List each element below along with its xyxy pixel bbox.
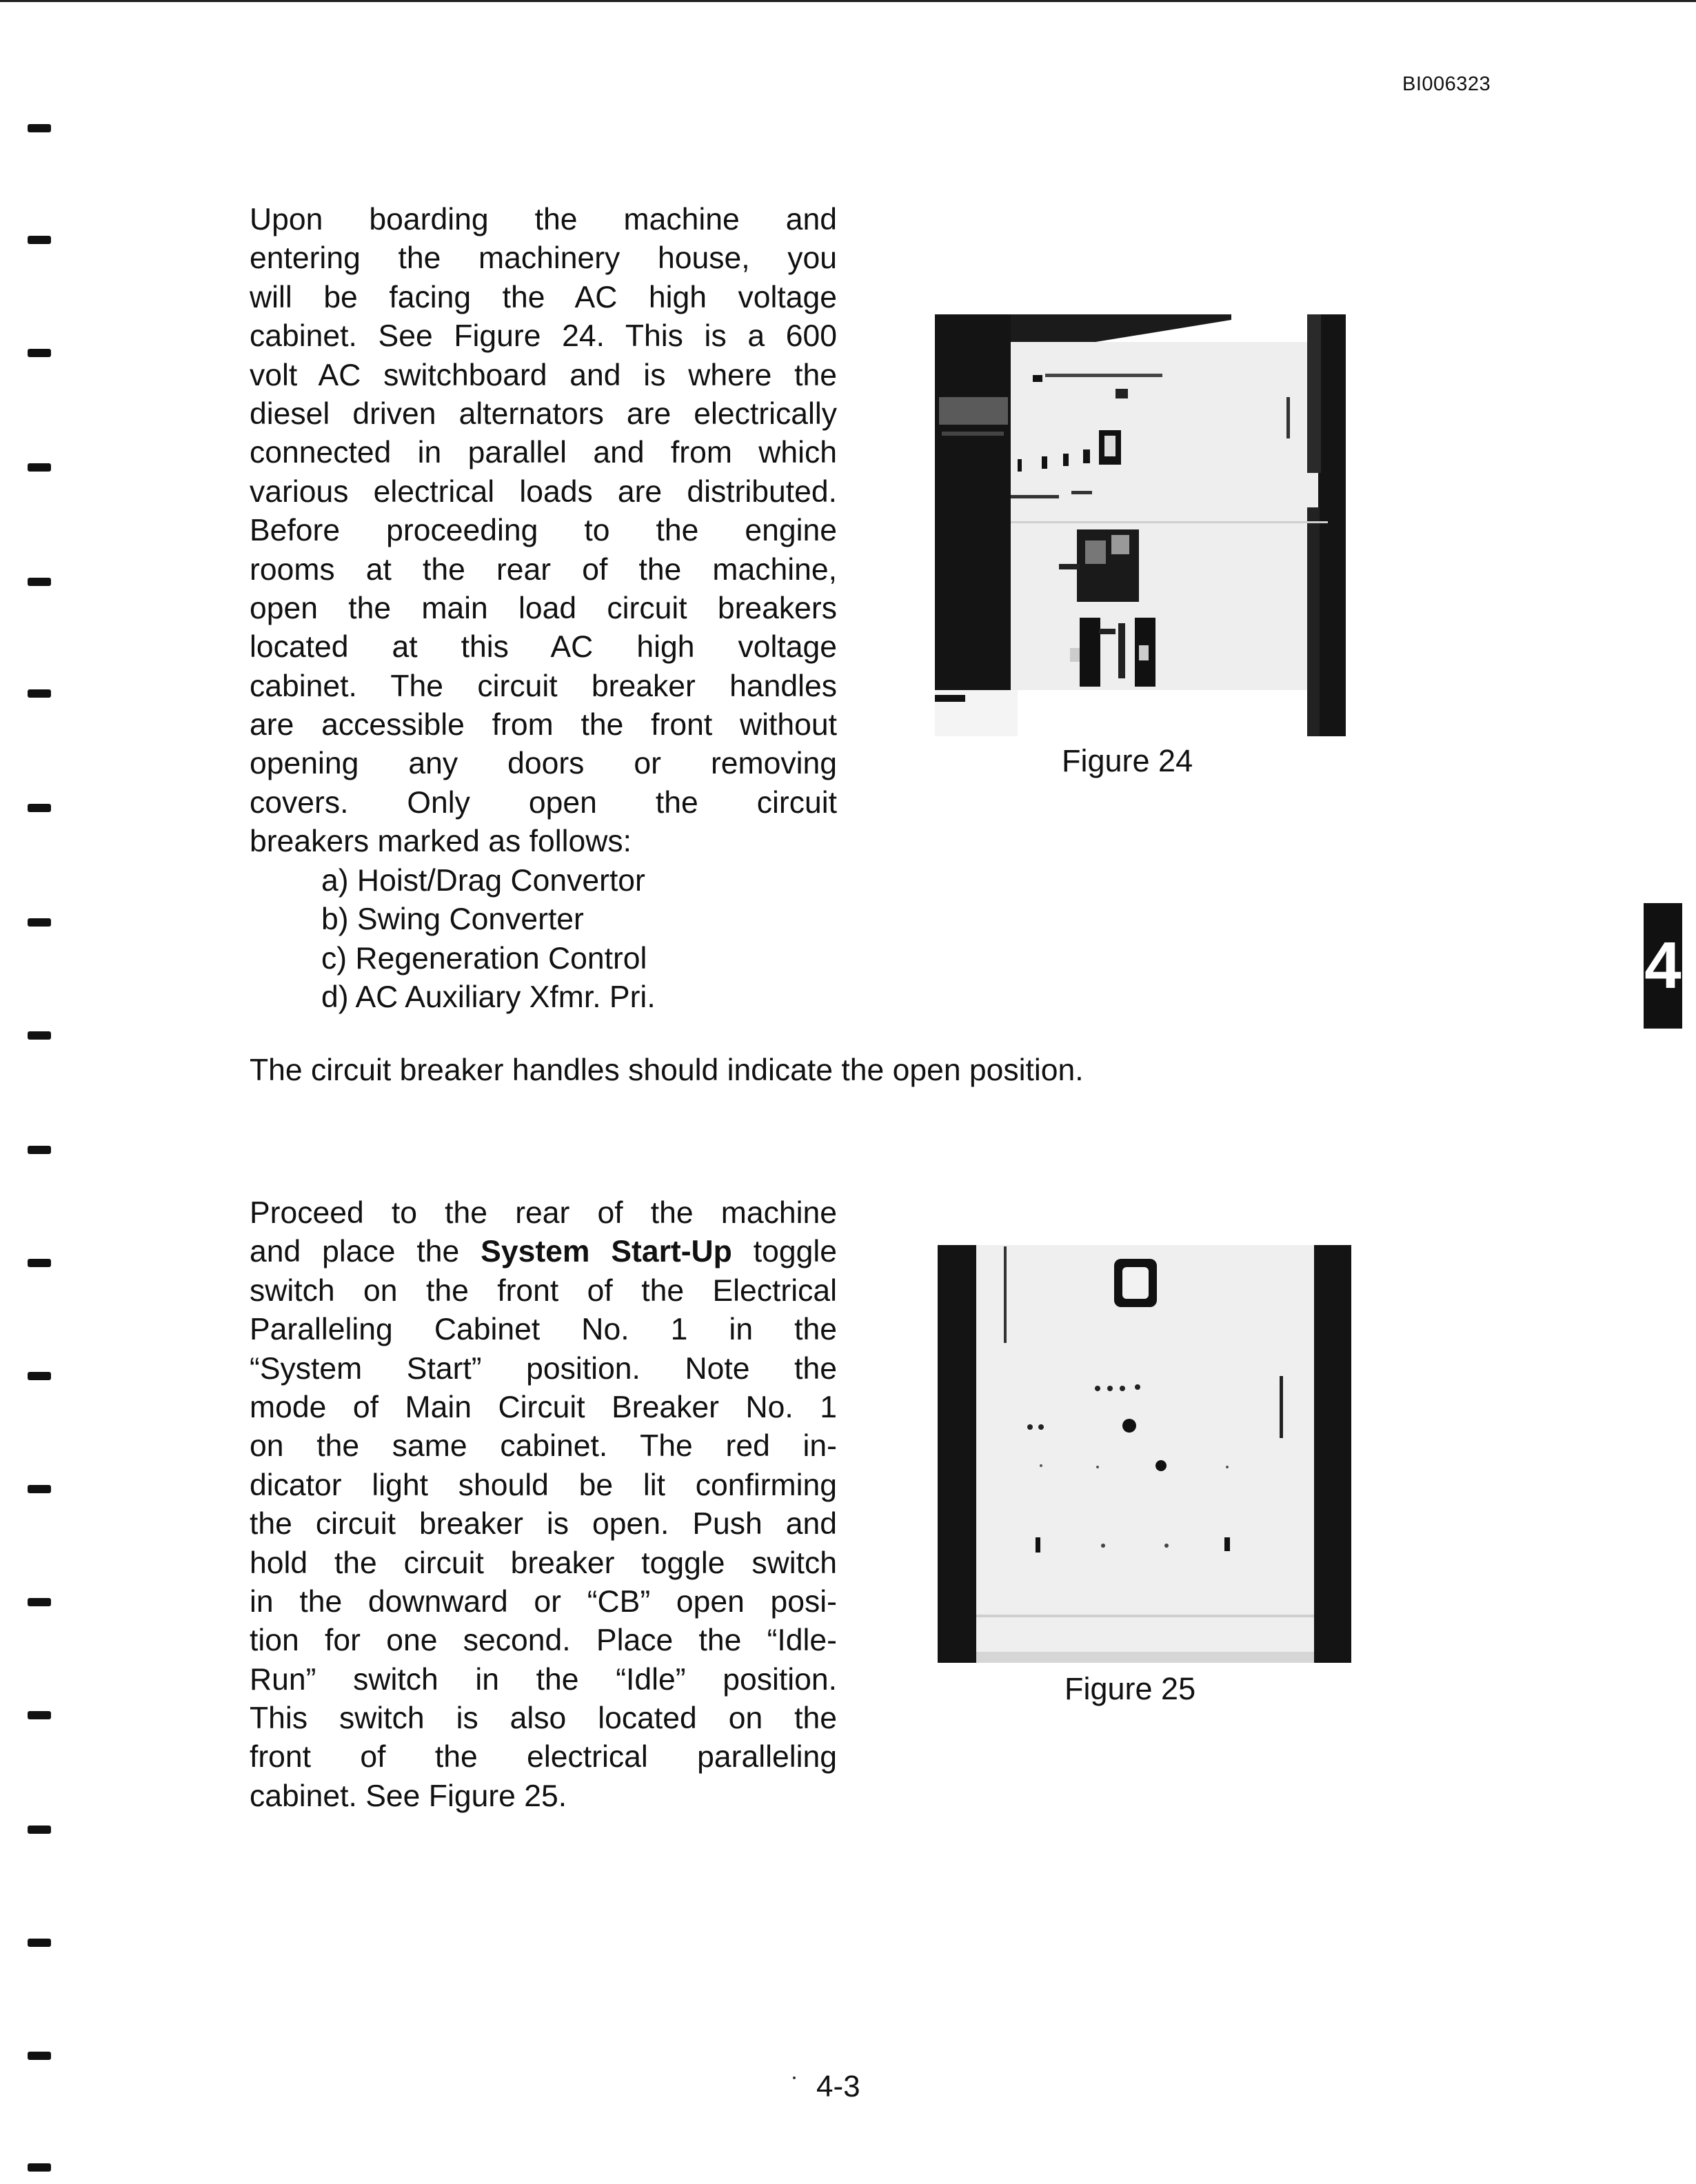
text-line: will be facing the AC high voltage: [250, 280, 837, 314]
text-line: in the downward or “CB” open posi-: [250, 1584, 837, 1619]
text-line: Before proceeding to the engine: [250, 514, 837, 548]
punch-mark: [28, 918, 51, 927]
text-line: located at this AC high voltage: [250, 630, 837, 665]
text-line: are accessible from the front without: [250, 708, 837, 742]
text-line: Proceed to the rear of the machine: [250, 1196, 837, 1230]
punch-mark: [28, 578, 51, 586]
punch-mark: [28, 1485, 51, 1493]
text-line: volt AC switchboard and is where the: [250, 358, 837, 392]
punch-mark: [28, 1146, 51, 1154]
list-item: a) Hoist/Drag Convertor: [321, 864, 645, 898]
text-line: cabinet. See Figure 24. This is a 600: [250, 319, 837, 354]
punch-mark: [28, 1031, 51, 1040]
text-line: various electrical loads are distributed.: [250, 474, 837, 509]
text-line: cabinet. The circuit breaker handles: [250, 669, 837, 703]
text-line: opening any doors or removing: [250, 747, 837, 781]
punch-mark: [28, 1598, 51, 1606]
text-line: rooms at the rear of the machine,: [250, 552, 837, 587]
list-item: d) AC Auxiliary Xfmr. Pri.: [321, 980, 656, 1015]
text-line: mode of Main Circuit Breaker No. 1: [250, 1390, 837, 1424]
punch-mark: [28, 2163, 51, 2172]
document-id: BI006323: [1402, 73, 1491, 95]
section1-paragraph: [250, 201, 837, 862]
text-line: Paralleling Cabinet No. 1 in the: [250, 1313, 837, 1347]
text-line: on the same cabinet. The red in-: [250, 1429, 837, 1464]
text-line: connected in parallel and from which: [250, 436, 837, 470]
text-line: entering the machinery house, you: [250, 241, 837, 276]
text-line: tion for one second. Place the “Idle-: [250, 1624, 837, 1658]
chapter-tab: 4: [1644, 903, 1682, 1029]
text-line: the circuit breaker is open. Push and: [250, 1507, 837, 1541]
breaker-note: The circuit breaker handles should indicate the open position.: [250, 1053, 1084, 1087]
text-line: This switch is also located on the: [250, 1701, 837, 1736]
punch-mark: [28, 349, 51, 357]
text-line: [250, 1233, 837, 1271]
breaker-list: [321, 862, 656, 1018]
scan-speck: [793, 2076, 796, 2079]
text-line: front of the electrical paralleling: [250, 1740, 837, 1775]
figure-24-photo: [935, 314, 1346, 736]
text-line: switch on the front of the Electrical: [250, 1273, 837, 1308]
text-line: dicator light should be lit confirming: [250, 1468, 837, 1502]
text-line: covers. Only open the circuit: [250, 785, 837, 820]
list-item: c) Regeneration Control: [321, 941, 647, 975]
figure-25-photo: [938, 1245, 1351, 1663]
figure-24-caption: Figure 24: [1062, 743, 1193, 778]
punch-mark: [28, 236, 51, 244]
punch-mark: [28, 124, 51, 132]
text-line: cabinet. See Figure 25.: [250, 1779, 567, 1813]
punch-mark: [28, 1939, 51, 1947]
text-fragment: toggle: [731, 1235, 837, 1269]
text-line: breakers marked as follows:: [250, 825, 632, 859]
text-line: open the main load circuit breakers: [250, 591, 837, 625]
text-line: Run” switch in the “Idle” position.: [250, 1662, 837, 1697]
system-startup-bold: System Start-Up: [481, 1235, 732, 1269]
text-line: hold the circuit breaker toggle switch: [250, 1546, 837, 1580]
list-item: b) Swing Converter: [321, 902, 584, 937]
punch-mark: [28, 1372, 51, 1380]
section2-paragraph: [250, 1194, 837, 1816]
text-line: diesel driven alternators are electrically: [250, 396, 837, 431]
punch-mark: [28, 1711, 51, 1719]
punch-mark: [28, 2052, 51, 2060]
text-line: “System Start” position. Note the: [250, 1351, 837, 1386]
text-fragment: and place the: [250, 1235, 481, 1269]
punch-mark: [28, 1826, 51, 1834]
punch-mark: [28, 463, 51, 472]
figure-25-caption: Figure 25: [1064, 1671, 1196, 1706]
punch-mark: [28, 689, 51, 698]
punch-mark: [28, 1259, 51, 1267]
top-rule: [0, 0, 1696, 2]
text-line: Upon boarding the machine and: [250, 203, 837, 236]
page-number: 4-3: [816, 2070, 860, 2103]
punch-mark: [28, 804, 51, 812]
